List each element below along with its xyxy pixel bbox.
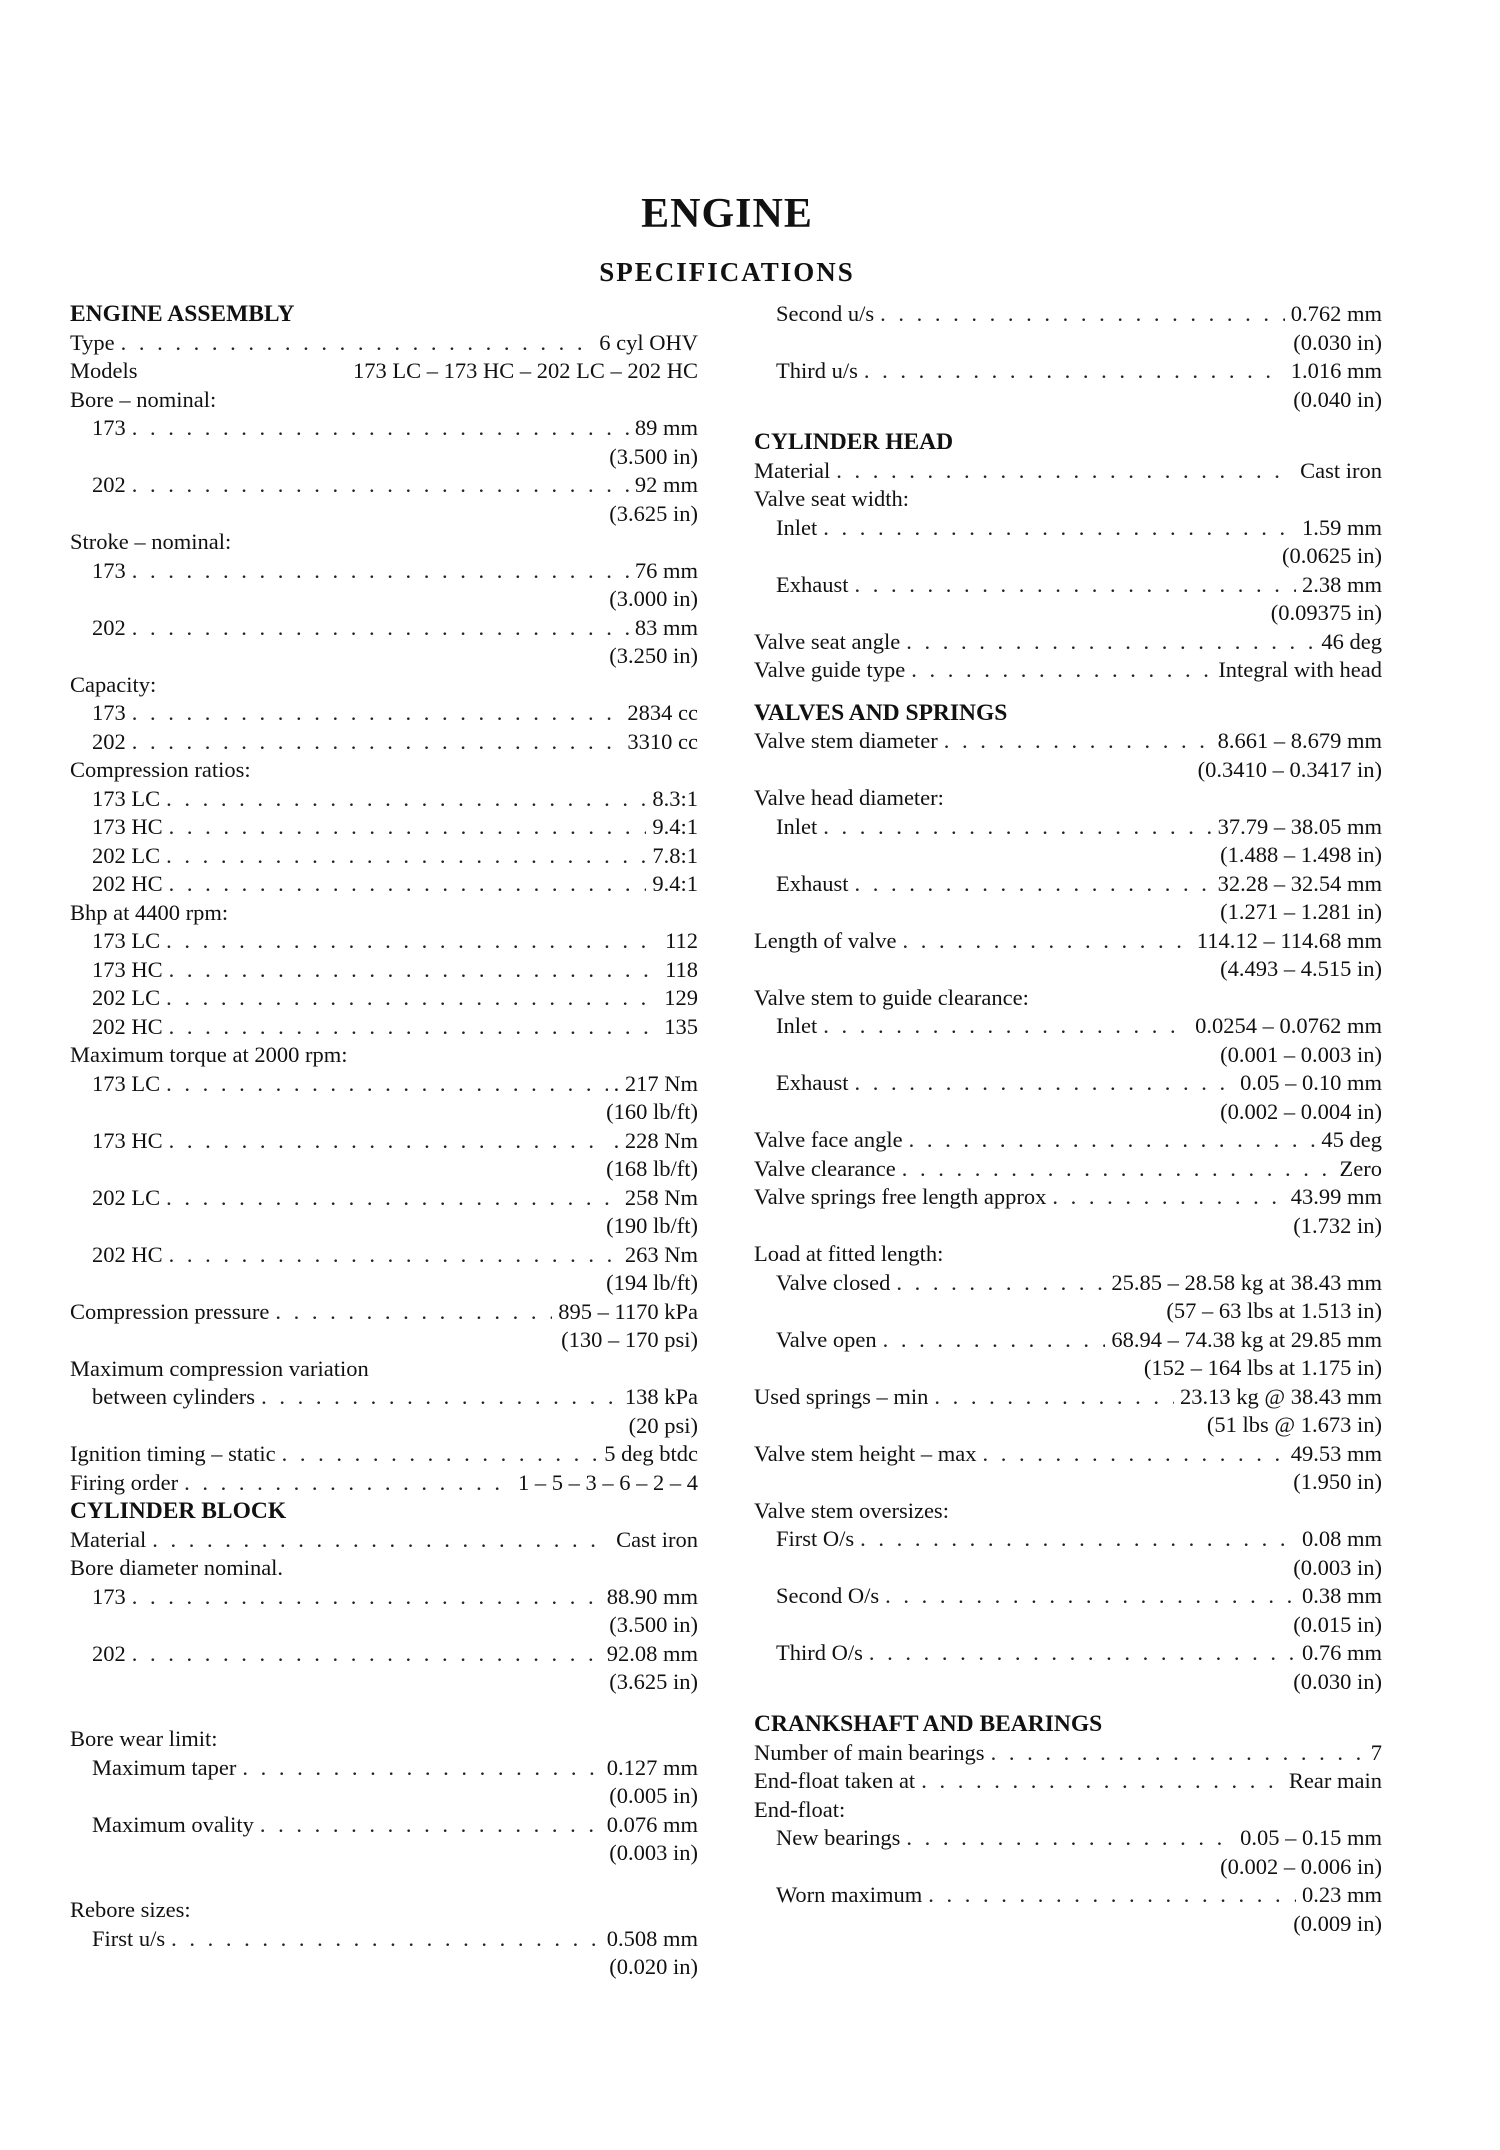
spec-value-imperial: (130 – 170 psi) <box>561 1327 698 1352</box>
spec-row <box>70 1583 698 1612</box>
spec-value: 0.76 mm <box>1301 1640 1382 1665</box>
dot-leader <box>885 1582 1296 1611</box>
spec-value-imperial: (3.625 in) <box>609 1669 698 1694</box>
spec-row <box>754 1155 1382 1184</box>
spec-label: 202 <box>92 472 126 497</box>
spec-value: 92 mm <box>634 472 698 497</box>
spec-value-imperial: (1.488 – 1.498 in) <box>1220 842 1382 867</box>
spec-row <box>70 842 698 871</box>
dot-leader <box>169 956 659 985</box>
spec-value: 9.4:1 <box>652 871 698 896</box>
spec-row <box>754 1767 1382 1796</box>
spacer <box>754 414 1382 428</box>
spec-row <box>754 1269 1382 1298</box>
page-subtitle: SPECIFICATIONS <box>599 257 855 287</box>
spec-value: 118 <box>665 956 698 982</box>
spec-value: 5 deg btdc <box>604 1441 698 1466</box>
spec-value: 3310 cc <box>627 728 698 754</box>
spec-value: 0.508 mm <box>606 1925 698 1951</box>
spec-label: 202 HC <box>92 1241 163 1267</box>
dot-leader <box>171 1925 601 1954</box>
spec-value: 1.59 mm <box>1301 514 1382 540</box>
spec-label: 173 <box>92 415 126 440</box>
spec-label: Inlet <box>776 514 818 540</box>
dot-leader <box>166 785 646 814</box>
dot-leader <box>902 1155 1334 1184</box>
spec-label: Valve guide type <box>754 657 906 682</box>
spec-value: Zero <box>1339 1155 1382 1181</box>
spec-value: 138 kPa <box>624 1384 698 1409</box>
spec-value-imperial: (152 – 164 lbs at 1.175 in) <box>1143 1355 1382 1380</box>
spec-value-imperial: (194 lb/ft) <box>606 1270 698 1295</box>
spec-row <box>754 1069 1382 1098</box>
spacer <box>754 1696 1382 1710</box>
spec-label: 173 <box>92 557 126 583</box>
spec-value-imperial: (0.001 – 0.003 in) <box>1220 1041 1382 1067</box>
spec-label: First u/s <box>92 1925 166 1951</box>
spec-row <box>70 1754 698 1783</box>
dot-leader <box>906 628 1315 657</box>
section-heading: CYLINDER BLOCK <box>70 1498 287 1524</box>
dot-leader <box>121 329 594 358</box>
spec-label: 202 LC <box>92 842 161 868</box>
spec-row <box>70 471 698 500</box>
spec-value: . 217 Nm <box>613 1070 698 1096</box>
spacer <box>754 685 1382 699</box>
spec-value: 2.38 mm <box>1301 571 1382 597</box>
spec-value-imperial: (51 lbs @ 1.673 in) <box>1206 1412 1382 1437</box>
dot-leader <box>132 471 629 500</box>
spec-value: 89 mm <box>634 415 698 440</box>
spec-row <box>70 699 698 728</box>
spec-label: Third O/s <box>776 1640 863 1665</box>
spec-label: 202 <box>92 1640 126 1666</box>
spec-label: Valve seat angle <box>754 628 901 654</box>
spec-value: 263 Nm <box>624 1241 698 1267</box>
spec-value: 135 <box>664 1013 698 1039</box>
spec-row <box>70 557 698 586</box>
spec-label: 202 HC <box>92 1013 163 1039</box>
spec-label: Second u/s <box>776 301 875 326</box>
dot-leader <box>991 1739 1365 1768</box>
spec-label: Firing order <box>70 1469 179 1495</box>
spec-value: 0.08 mm <box>1301 1526 1382 1551</box>
spec-value-imperial: (0.002 – 0.006 in) <box>1220 1853 1382 1879</box>
dot-leader <box>836 457 1294 486</box>
spec-group-label: Load at fitted length: <box>754 1241 944 1266</box>
spec-value: 2834 cc <box>627 700 698 725</box>
spec-row <box>70 1811 698 1840</box>
spec-label: Valve stem diameter <box>754 728 938 753</box>
spec-value: 6 cyl OHV <box>599 329 698 355</box>
spec-row <box>754 656 1382 685</box>
spec-label: Valve open <box>776 1326 877 1352</box>
spec-value-imperial: (160 lb/ft) <box>606 1099 698 1124</box>
spec-value-imperial: (0.005 in) <box>609 1783 698 1808</box>
spec-label: 202 HC <box>92 871 163 896</box>
spec-value-imperial: (3.000 in) <box>609 586 698 611</box>
spec-row <box>754 300 1382 329</box>
dot-leader <box>132 414 629 443</box>
spec-row <box>754 1824 1382 1853</box>
spec-row <box>70 1440 698 1469</box>
spec-row <box>754 927 1382 956</box>
spec-value-imperial: (190 lb/ft) <box>606 1213 698 1238</box>
spec-value-imperial: (0.003 in) <box>1293 1554 1382 1580</box>
spec-group-label: Bore diameter nominal. <box>70 1555 284 1580</box>
spec-row <box>70 1640 698 1669</box>
spec-label: Material <box>754 457 831 483</box>
spec-label: New bearings <box>776 1825 901 1850</box>
spec-group-label: End-float: <box>754 1796 846 1822</box>
spec-label: Inlet <box>776 1013 818 1038</box>
spec-label: Number of main bearings <box>754 1739 985 1765</box>
spec-value: 0.076 mm <box>606 1811 698 1837</box>
spec-value: 46 deg <box>1321 628 1382 654</box>
spec-row <box>70 1298 698 1327</box>
spec-label: Inlet <box>776 813 818 839</box>
spec-value: 7.8:1 <box>652 842 698 868</box>
dot-leader <box>906 1824 1234 1853</box>
spec-value: Rear main <box>1288 1768 1382 1793</box>
spec-value: 88.90 mm <box>606 1583 698 1609</box>
dot-leader <box>896 1269 1105 1298</box>
dot-leader <box>132 728 622 757</box>
spec-label: Third u/s <box>776 358 858 383</box>
spec-value: 9.4:1 <box>652 814 698 839</box>
spec-value: 92.08 mm <box>606 1640 698 1666</box>
spec-row <box>70 1127 698 1156</box>
spec-label: Valve stem height – max <box>754 1440 977 1466</box>
spec-value-imperial: (0.002 – 0.004 in) <box>1220 1098 1382 1124</box>
spec-row <box>754 1012 1382 1041</box>
dot-leader <box>944 727 1212 756</box>
spec-row <box>754 727 1382 756</box>
spec-row <box>754 1326 1382 1355</box>
spec-row <box>754 870 1382 899</box>
dot-leader <box>166 1184 619 1213</box>
dot-leader <box>132 699 622 728</box>
spec-value-imperial: (0.003 in) <box>609 1840 698 1865</box>
dot-leader <box>864 357 1285 386</box>
spec-value: 25.85 – 28.58 kg at 38.43 mm <box>1111 1269 1382 1295</box>
dot-leader <box>911 656 1212 685</box>
dot-leader <box>934 1383 1174 1412</box>
dot-leader <box>928 1881 1296 1910</box>
spec-value: 1 – 5 – 3 – 6 – 2 – 4 <box>518 1469 698 1495</box>
spec-row <box>754 514 1382 543</box>
spec-value-imperial: (0.040 in) <box>1293 386 1382 412</box>
spec-value-imperial: (168 lb/ft) <box>606 1156 698 1181</box>
spec-value: 0.127 mm <box>606 1754 698 1780</box>
spec-row <box>754 1183 1382 1212</box>
spec-group-label: Compression ratios: <box>70 757 251 782</box>
spec-column-left <box>70 300 698 1982</box>
spec-label: Exhaust <box>776 870 849 896</box>
spec-label: 173 <box>92 700 126 725</box>
spec-label: 202 LC <box>92 985 161 1010</box>
spec-value: 83 mm <box>634 614 698 640</box>
spec-group-label: Valve seat width: <box>754 486 909 511</box>
spec-row <box>70 1070 698 1099</box>
spec-value-imperial: (0.030 in) <box>1293 329 1382 355</box>
dot-leader <box>166 984 658 1013</box>
spec-row <box>754 357 1382 386</box>
spec-label: Maximum taper <box>92 1754 237 1780</box>
spec-value: 0.0254 – 0.0762 mm <box>1195 1013 1382 1038</box>
dot-leader <box>260 1811 601 1840</box>
spec-group-label: Valve stem to guide clearance: <box>754 984 1029 1010</box>
spec-label: End-float taken at <box>754 1768 916 1793</box>
dot-leader <box>855 571 1296 600</box>
spec-row <box>70 1469 698 1498</box>
spacer <box>70 1697 698 1726</box>
spec-label: 173 <box>92 1583 126 1609</box>
dot-leader <box>1052 1183 1284 1212</box>
dot-leader <box>169 870 647 899</box>
spec-label: 202 LC <box>92 1184 161 1210</box>
spec-value: 895 – 1170 kPa <box>558 1298 698 1324</box>
spec-row <box>754 457 1382 486</box>
spec-label: Type <box>70 329 115 355</box>
spec-value: 0.05 – 0.10 mm <box>1240 1070 1382 1095</box>
spec-label: First O/s <box>776 1526 855 1551</box>
spec-row <box>754 1383 1382 1412</box>
spec-group-label: Capacity: <box>70 671 157 697</box>
spec-value: 7 <box>1370 1739 1382 1765</box>
spec-label: Material <box>70 1526 147 1552</box>
dot-leader <box>855 870 1212 899</box>
spec-value-imperial: (0.020 in) <box>609 1954 698 1979</box>
spec-value: 0.23 mm <box>1301 1882 1382 1907</box>
spec-label: 173 LC <box>92 785 161 811</box>
spec-row <box>754 1440 1382 1469</box>
spec-row <box>754 813 1382 842</box>
spec-row <box>70 728 698 757</box>
spec-value-imperial: (0.09375 in) <box>1270 600 1382 625</box>
spec-value: 0.05 – 0.15 mm <box>1240 1825 1382 1850</box>
spec-label: 173 LC <box>92 928 161 953</box>
spec-value-imperial: (3.500 in) <box>609 443 698 469</box>
spec-row <box>754 1525 1382 1554</box>
dot-leader <box>823 813 1211 842</box>
spec-group-label: Maximum torque at 2000 rpm: <box>70 1042 348 1067</box>
spec-value: 114.12 – 114.68 mm <box>1196 927 1382 953</box>
spec-group-label: Maximum compression variation <box>70 1355 369 1381</box>
spacer <box>70 1868 698 1897</box>
dot-leader <box>169 1127 608 1156</box>
dot-leader <box>982 1440 1284 1469</box>
spec-group-label: Valve stem oversizes: <box>754 1497 949 1523</box>
spec-group-label: Valve head diameter: <box>754 785 944 810</box>
spec-value-imperial: (3.250 in) <box>609 643 698 668</box>
spec-group-label: Rebore sizes: <box>70 1897 191 1922</box>
dot-leader <box>169 1013 659 1042</box>
spec-label: Valve springs free length approx <box>754 1184 1047 1209</box>
dot-leader <box>132 557 629 586</box>
spec-label: Ignition timing – static <box>70 1441 276 1466</box>
dot-leader <box>261 1383 619 1412</box>
spec-value-imperial: (20 psi) <box>628 1412 698 1438</box>
spec-label: Valve clearance <box>754 1155 896 1181</box>
spec-group-label: Bore wear limit: <box>70 1726 218 1751</box>
spec-value: 68.94 – 74.38 kg at 29.85 mm <box>1111 1326 1382 1352</box>
spec-label: Maximum ovality <box>92 1811 254 1837</box>
spec-value: 37.79 – 38.05 mm <box>1217 813 1382 839</box>
spec-label: 202 <box>92 728 126 754</box>
spec-value-imperial: (0.030 in) <box>1293 1668 1382 1694</box>
dot-leader <box>855 1069 1235 1098</box>
spec-value: 258 Nm <box>624 1184 698 1210</box>
spec-value-imperial: (0.3410 – 0.3417 in) <box>1197 756 1382 782</box>
spec-row <box>70 414 698 443</box>
spec-row <box>70 870 698 899</box>
spec-value: 23.13 kg @ 38.43 mm <box>1180 1383 1382 1409</box>
dot-leader <box>921 1767 1283 1796</box>
spec-row <box>754 1126 1382 1155</box>
dot-leader <box>169 813 647 842</box>
spec-label: 173 LC <box>92 1070 161 1096</box>
spec-row <box>70 357 698 386</box>
spec-label: 173 HC <box>92 956 163 982</box>
spec-value-imperial: (4.493 – 4.515 in) <box>1220 956 1382 981</box>
spec-value-imperial: (1.732 in) <box>1293 1212 1382 1238</box>
spec-row <box>70 1184 698 1213</box>
dot-leader <box>166 1070 607 1099</box>
spec-row <box>70 956 698 985</box>
spec-row <box>70 813 698 842</box>
spec-label: Valve closed <box>776 1269 891 1295</box>
spec-row <box>754 1582 1382 1611</box>
spec-label: 173 HC <box>92 1127 163 1153</box>
spec-label: Worn maximum <box>776 1882 923 1907</box>
spec-value: 129 <box>664 985 698 1010</box>
spec-row <box>70 329 698 358</box>
page-title: ENGINE <box>641 191 813 237</box>
spec-row <box>70 927 698 956</box>
spec-value: 0.38 mm <box>1301 1583 1382 1608</box>
section-heading: CYLINDER HEAD <box>754 429 954 455</box>
spec-value-imperial: (3.500 in) <box>609 1612 698 1637</box>
dot-leader <box>242 1754 600 1783</box>
spec-value-imperial: (3.625 in) <box>609 500 698 526</box>
spec-row <box>70 1925 698 1954</box>
spec-row <box>754 571 1382 600</box>
dot-leader <box>166 927 659 956</box>
dot-leader <box>823 514 1296 543</box>
spec-value-imperial: (57 – 63 lbs at 1.513 in) <box>1166 1298 1382 1323</box>
spec-value: 1.016 mm <box>1290 358 1382 383</box>
dot-leader <box>169 1241 619 1270</box>
spec-row <box>754 628 1382 657</box>
spec-value: 8.661 – 8.679 mm <box>1217 728 1382 753</box>
spec-value: Cast iron <box>616 1526 698 1552</box>
dot-leader <box>152 1526 610 1555</box>
spec-column-right <box>754 300 1382 1938</box>
spec-label: Valve face angle <box>754 1127 903 1152</box>
spec-label: 173 HC <box>92 814 163 839</box>
spec-value-imperial: (1.950 in) <box>1293 1469 1382 1494</box>
dot-leader <box>166 842 646 871</box>
spec-row <box>70 1013 698 1042</box>
spec-value: 0.762 mm <box>1290 301 1382 326</box>
spec-value: 8.3:1 <box>652 785 698 811</box>
dot-leader <box>275 1298 552 1327</box>
dot-leader <box>184 1469 512 1498</box>
spec-value: 49.53 mm <box>1290 1440 1382 1466</box>
spec-group-label: Bore – nominal: <box>70 386 217 412</box>
spec-row <box>754 1639 1382 1668</box>
spec-value: 43.99 mm <box>1290 1184 1382 1209</box>
spec-row <box>70 614 698 643</box>
dot-leader <box>869 1639 1296 1668</box>
spec-row <box>754 1739 1382 1768</box>
spec-value: 173 LC – 173 HC – 202 LC – 202 HC <box>352 358 698 383</box>
spec-value-imperial: (0.0625 in) <box>1282 543 1382 568</box>
spec-label: 202 <box>92 614 126 640</box>
spec-value-imperial: (0.009 in) <box>1293 1910 1382 1936</box>
dot-leader <box>883 1326 1106 1355</box>
dot-leader <box>282 1440 599 1469</box>
spec-value: Integral with head <box>1218 657 1382 682</box>
spec-row <box>70 1241 698 1270</box>
spec-row <box>70 785 698 814</box>
dot-leader <box>132 1640 601 1669</box>
spec-group-label: Stroke – nominal: <box>70 529 232 554</box>
spec-value: . 228 Nm <box>613 1127 698 1153</box>
spec-value: 112 <box>665 928 698 953</box>
dot-leader <box>902 927 1190 956</box>
spec-row <box>70 1383 698 1412</box>
spec-value: 45 deg <box>1321 1127 1382 1152</box>
spec-value: 76 mm <box>634 557 698 583</box>
section-heading: CRANKSHAFT AND BEARINGS <box>754 1711 1103 1737</box>
spec-group-label: Bhp at 4400 rpm: <box>70 899 229 925</box>
spec-label: Compression pressure <box>70 1298 270 1324</box>
dot-leader <box>909 1126 1316 1155</box>
spec-label: Exhaust <box>776 1070 849 1095</box>
spec-label: Used springs – min <box>754 1383 929 1409</box>
dot-leader <box>823 1012 1189 1041</box>
spec-row <box>754 1881 1382 1910</box>
spec-value-imperial: (0.015 in) <box>1293 1611 1382 1637</box>
spec-label: Exhaust <box>776 571 849 597</box>
spec-label: Second O/s <box>776 1583 880 1608</box>
spec-label: between cylinders <box>92 1384 256 1409</box>
dot-leader <box>880 300 1285 329</box>
section-heading: ENGINE ASSEMBLY <box>70 301 295 327</box>
dot-leader <box>132 614 629 643</box>
spec-value: Cast iron <box>1300 457 1382 483</box>
spec-label: Length of valve <box>754 927 897 953</box>
section-heading: VALVES AND SPRINGS <box>754 699 1008 726</box>
dot-leader <box>860 1525 1296 1554</box>
dot-leader <box>132 1583 601 1612</box>
spec-row <box>70 984 698 1013</box>
spec-value: 32.28 – 32.54 mm <box>1217 870 1382 896</box>
spec-label: Models <box>70 358 138 383</box>
spec-row <box>70 1526 698 1555</box>
spec-value-imperial: (1.271 – 1.281 in) <box>1220 899 1382 924</box>
